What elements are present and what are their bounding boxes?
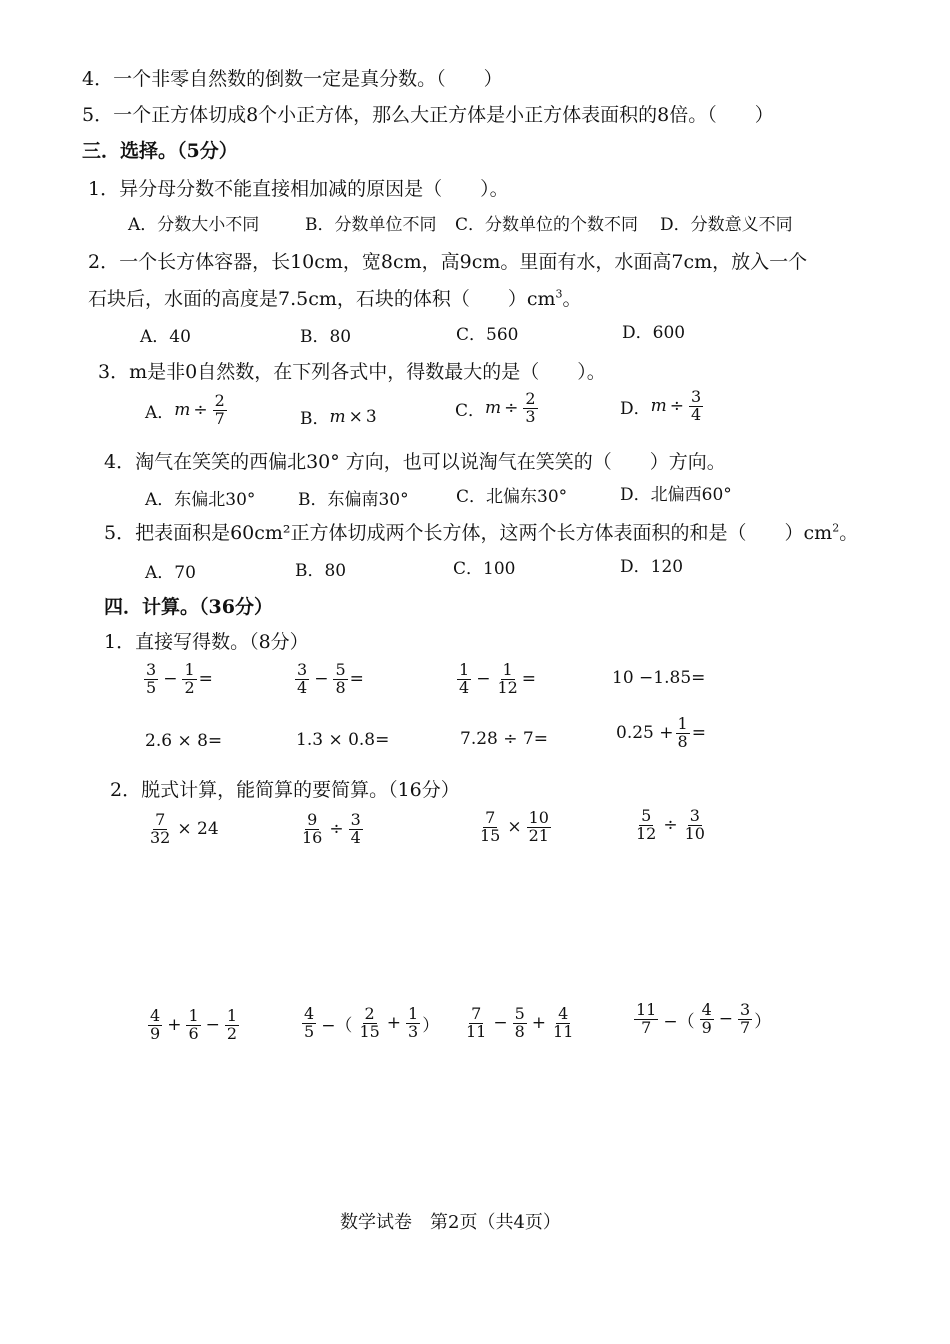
denominator: 2 bbox=[226, 1023, 238, 1043]
numerator: 1 bbox=[502, 660, 513, 679]
denominator: 9 bbox=[701, 1017, 712, 1037]
fraction bbox=[478, 810, 502, 845]
choice-q1-option-c: C．分数单位的个数不同 bbox=[455, 215, 639, 235]
operator: + bbox=[531, 1013, 547, 1034]
fraction bbox=[513, 1006, 527, 1041]
stepwise-calc-7 bbox=[462, 1006, 577, 1041]
judge-q4: 4．一个非零自然数的倒数一定是真分数。（ ） bbox=[82, 68, 503, 90]
choice-q3-option-b bbox=[300, 404, 377, 429]
operator: ÷ bbox=[504, 398, 519, 419]
denominator: 7 bbox=[214, 408, 225, 428]
equals-sign: = bbox=[198, 669, 213, 690]
variable-m: m bbox=[650, 396, 667, 417]
operator: − bbox=[314, 669, 329, 690]
option-label: A． bbox=[145, 402, 175, 423]
fraction bbox=[527, 810, 551, 845]
denominator: 8 bbox=[335, 677, 346, 697]
numerator: 2 bbox=[214, 391, 225, 410]
numerator: 3 bbox=[740, 1000, 751, 1019]
choice-q2-option-a: A．40 bbox=[140, 327, 191, 347]
numerator: 7 bbox=[485, 808, 496, 827]
choice-q1-option-d: D．分数意义不同 bbox=[660, 215, 793, 235]
stepwise-calc-2 bbox=[298, 812, 365, 847]
numerator: 5 bbox=[641, 806, 652, 825]
fraction bbox=[464, 1006, 488, 1041]
variable-m: m bbox=[174, 400, 191, 421]
page-footer: 数学试卷 第2页（共4页） bbox=[340, 1212, 561, 1233]
denominator: 15 bbox=[480, 825, 501, 845]
operator: − bbox=[205, 1015, 220, 1036]
choice-q4-stem: 4．淘气在笑笑的西偏北30° 方向，也可以说淘气在笑笑的（ ）方向。 bbox=[104, 451, 726, 473]
choice-q5-option-b: B．80 bbox=[295, 561, 347, 581]
numerator: 3 bbox=[689, 806, 700, 825]
operand: 3 bbox=[365, 406, 377, 427]
fraction bbox=[676, 716, 690, 751]
operator: − bbox=[476, 669, 491, 690]
denominator: 7 bbox=[740, 1017, 751, 1037]
choice-q4-option-c: C．北偏东30° bbox=[456, 487, 568, 507]
choice-q2-stem-line1: 2．一个长方体容器，长10cm，宽8cm，高9cm。里面有水，水面高7cm，放入一个 bbox=[88, 251, 808, 273]
denominator: 5 bbox=[146, 677, 157, 697]
fraction bbox=[213, 393, 227, 428]
numerator: 5 bbox=[514, 1004, 525, 1023]
choice-q5-option-c: C．100 bbox=[453, 559, 516, 579]
oral-calc-5: 2.6 × 8= bbox=[145, 731, 223, 751]
fraction bbox=[186, 1008, 200, 1043]
fraction bbox=[300, 812, 324, 847]
close-paren: ） bbox=[754, 1011, 772, 1032]
fraction bbox=[144, 662, 158, 697]
numerator: 11 bbox=[636, 1000, 657, 1019]
fraction bbox=[689, 389, 703, 424]
fraction bbox=[182, 662, 196, 697]
operator: − bbox=[163, 669, 178, 690]
operator: ÷ bbox=[329, 819, 344, 840]
choice-q2-unit-sup: 3 bbox=[555, 287, 563, 301]
oral-calc-8 bbox=[616, 716, 706, 751]
numerator: 7 bbox=[155, 810, 166, 829]
equals-sign: = bbox=[691, 723, 706, 744]
stepwise-calc-6 bbox=[300, 1006, 439, 1041]
numerator: 10 bbox=[528, 808, 549, 827]
numerator: 3 bbox=[146, 660, 157, 679]
choice-q1-stem: 1．异分母分数不能直接相加减的原因是（ ）。 bbox=[88, 178, 509, 200]
operator: − bbox=[493, 1013, 508, 1034]
option-label: C． bbox=[455, 400, 486, 421]
choice-q5-stem-text: 5．把表面积是60cm²正方体切成两个长方体，这两个长方体表面积的和是（ ）cm bbox=[104, 522, 833, 544]
denominator: 4 bbox=[459, 677, 470, 697]
fraction bbox=[302, 1006, 316, 1041]
choice-q2-option-d: D．600 bbox=[622, 323, 686, 343]
choice-q4-option-a: A．东偏北30° bbox=[145, 490, 256, 510]
stepwise-calc-3 bbox=[476, 810, 553, 845]
denominator: 21 bbox=[528, 825, 549, 845]
numerator: 3 bbox=[691, 387, 702, 406]
denominator: 11 bbox=[553, 1021, 574, 1041]
oral-calc-6: 1.3 × 0.8= bbox=[296, 730, 390, 750]
numerator: 5 bbox=[335, 660, 346, 679]
operator: × bbox=[507, 817, 522, 838]
oral-calc-4: 10 −1.85= bbox=[612, 668, 706, 688]
choice-q4-option-b: B．东偏南30° bbox=[298, 490, 409, 510]
denominator: 3 bbox=[408, 1021, 419, 1041]
lead-term: 0.25 + bbox=[616, 723, 674, 744]
choice-q3-stem: 3．m是非0自然数，在下列各式中，得数最大的是（ ）。 bbox=[98, 361, 606, 383]
fraction bbox=[295, 662, 309, 697]
oral-calc-3 bbox=[455, 662, 536, 697]
fraction bbox=[634, 808, 658, 843]
denominator: 6 bbox=[188, 1023, 199, 1043]
choice-q2-option-c: C．560 bbox=[456, 325, 519, 345]
denominator: 8 bbox=[677, 731, 688, 751]
choice-q2-stem-text: 石块后，水面的高度是7.5cm，石块的体积（ ）cm bbox=[88, 288, 556, 310]
choice-q5-stem bbox=[104, 518, 858, 545]
choice-q4-option-d: D．北偏西60° bbox=[620, 485, 732, 505]
fraction bbox=[406, 1006, 420, 1041]
fraction bbox=[700, 1002, 714, 1037]
choice-q2-option-b: B．80 bbox=[300, 327, 352, 347]
operator: −（ bbox=[321, 1015, 353, 1036]
numerator: 4 bbox=[304, 1004, 315, 1023]
close-paren: ） bbox=[422, 1015, 440, 1036]
oral-calc-7: 7.28 ÷ 7= bbox=[460, 729, 548, 749]
denominator: 11 bbox=[466, 1021, 487, 1041]
choice-q2-stem-line2 bbox=[88, 284, 582, 311]
section3-heading: 三．选择。（5分） bbox=[82, 140, 238, 162]
stepwise-calc-8 bbox=[632, 1002, 771, 1037]
fraction bbox=[551, 1006, 575, 1041]
numerator: 1 bbox=[459, 660, 470, 679]
denominator: 5 bbox=[304, 1021, 315, 1041]
fraction bbox=[495, 662, 519, 697]
operator: + bbox=[167, 1015, 182, 1036]
numerator: 4 bbox=[150, 1006, 161, 1025]
denominator: 12 bbox=[497, 677, 518, 697]
variable-m: m bbox=[329, 406, 346, 427]
option-label: B． bbox=[300, 409, 330, 429]
denominator: 16 bbox=[302, 827, 323, 847]
choice-q5-stem-end: 。 bbox=[839, 522, 859, 544]
operand: × 24 bbox=[177, 819, 219, 840]
judge-q5: 5．一个正方体切成8个小正方体，那么大正方体是小正方体表面积的8倍。（ ） bbox=[82, 104, 774, 126]
numerator: 1 bbox=[188, 1006, 199, 1025]
denominator: 10 bbox=[684, 823, 705, 843]
numerator: 3 bbox=[350, 810, 361, 829]
choice-q3-option-c bbox=[455, 391, 540, 426]
denominator: 3 bbox=[525, 406, 536, 426]
fraction bbox=[634, 1002, 658, 1037]
oral-calc-2 bbox=[293, 662, 364, 697]
fraction bbox=[333, 662, 347, 697]
operator: − bbox=[718, 1009, 734, 1030]
fraction bbox=[523, 391, 537, 426]
stepwise-calc-1 bbox=[146, 812, 222, 847]
choice-q5-unit-sup: 2 bbox=[832, 521, 840, 535]
operator: ÷ bbox=[193, 400, 208, 421]
fraction bbox=[457, 662, 471, 697]
denominator: 4 bbox=[350, 827, 361, 847]
stepwise-calc-5 bbox=[146, 1008, 241, 1043]
fraction bbox=[683, 808, 707, 843]
fraction bbox=[148, 1008, 162, 1043]
denominator: 7 bbox=[641, 1017, 652, 1037]
operator: ÷ bbox=[663, 815, 678, 836]
calc-part1-title: 1．直接写得数。（8分） bbox=[104, 631, 309, 653]
denominator: 4 bbox=[297, 677, 308, 697]
calc-part2-title: 2．脱式计算，能简算的要简算。（16分） bbox=[110, 779, 460, 801]
denominator: 9 bbox=[150, 1023, 161, 1043]
choice-q2-stem-end: 。 bbox=[562, 288, 582, 310]
choice-q3-option-d bbox=[620, 389, 705, 424]
fraction bbox=[357, 1006, 381, 1041]
operator: ÷ bbox=[669, 396, 685, 417]
choice-q5-option-a: A．70 bbox=[145, 563, 196, 583]
fraction bbox=[148, 812, 172, 847]
numerator: 3 bbox=[297, 660, 308, 679]
choice-q1-option-a: A．分数大小不同 bbox=[128, 215, 260, 235]
denominator: 15 bbox=[359, 1021, 380, 1041]
fraction bbox=[738, 1002, 752, 1037]
denominator: 8 bbox=[514, 1021, 525, 1041]
numerator: 2 bbox=[525, 389, 536, 408]
operator: × bbox=[348, 406, 363, 427]
oral-calc-1 bbox=[142, 662, 213, 697]
numerator: 4 bbox=[701, 1000, 712, 1019]
numerator: 4 bbox=[558, 1004, 569, 1023]
choice-q5-option-d: D．120 bbox=[620, 557, 684, 577]
fraction bbox=[349, 812, 363, 847]
denominator: 4 bbox=[691, 404, 702, 424]
operator: −（ bbox=[663, 1011, 695, 1032]
fraction bbox=[225, 1008, 239, 1043]
choice-q1-option-b: B．分数单位不同 bbox=[305, 215, 437, 235]
numerator: 1 bbox=[226, 1006, 238, 1025]
denominator: 12 bbox=[636, 823, 657, 843]
denominator: 32 bbox=[150, 827, 171, 847]
choice-q3-option-a bbox=[145, 393, 229, 428]
numerator: 9 bbox=[307, 810, 318, 829]
variable-m: m bbox=[485, 398, 502, 419]
numerator: 1 bbox=[184, 660, 195, 679]
operator: + bbox=[386, 1013, 402, 1034]
numerator: 2 bbox=[364, 1004, 375, 1023]
section4-heading: 四．计算。（36分） bbox=[104, 596, 273, 618]
equals-sign: = bbox=[349, 669, 364, 690]
option-label: D． bbox=[620, 398, 651, 419]
equals-sign: = bbox=[521, 669, 537, 690]
numerator: 1 bbox=[408, 1004, 419, 1023]
numerator: 7 bbox=[471, 1004, 482, 1023]
numerator: 1 bbox=[677, 714, 688, 733]
stepwise-calc-4 bbox=[632, 808, 709, 843]
denominator: 2 bbox=[184, 677, 195, 697]
